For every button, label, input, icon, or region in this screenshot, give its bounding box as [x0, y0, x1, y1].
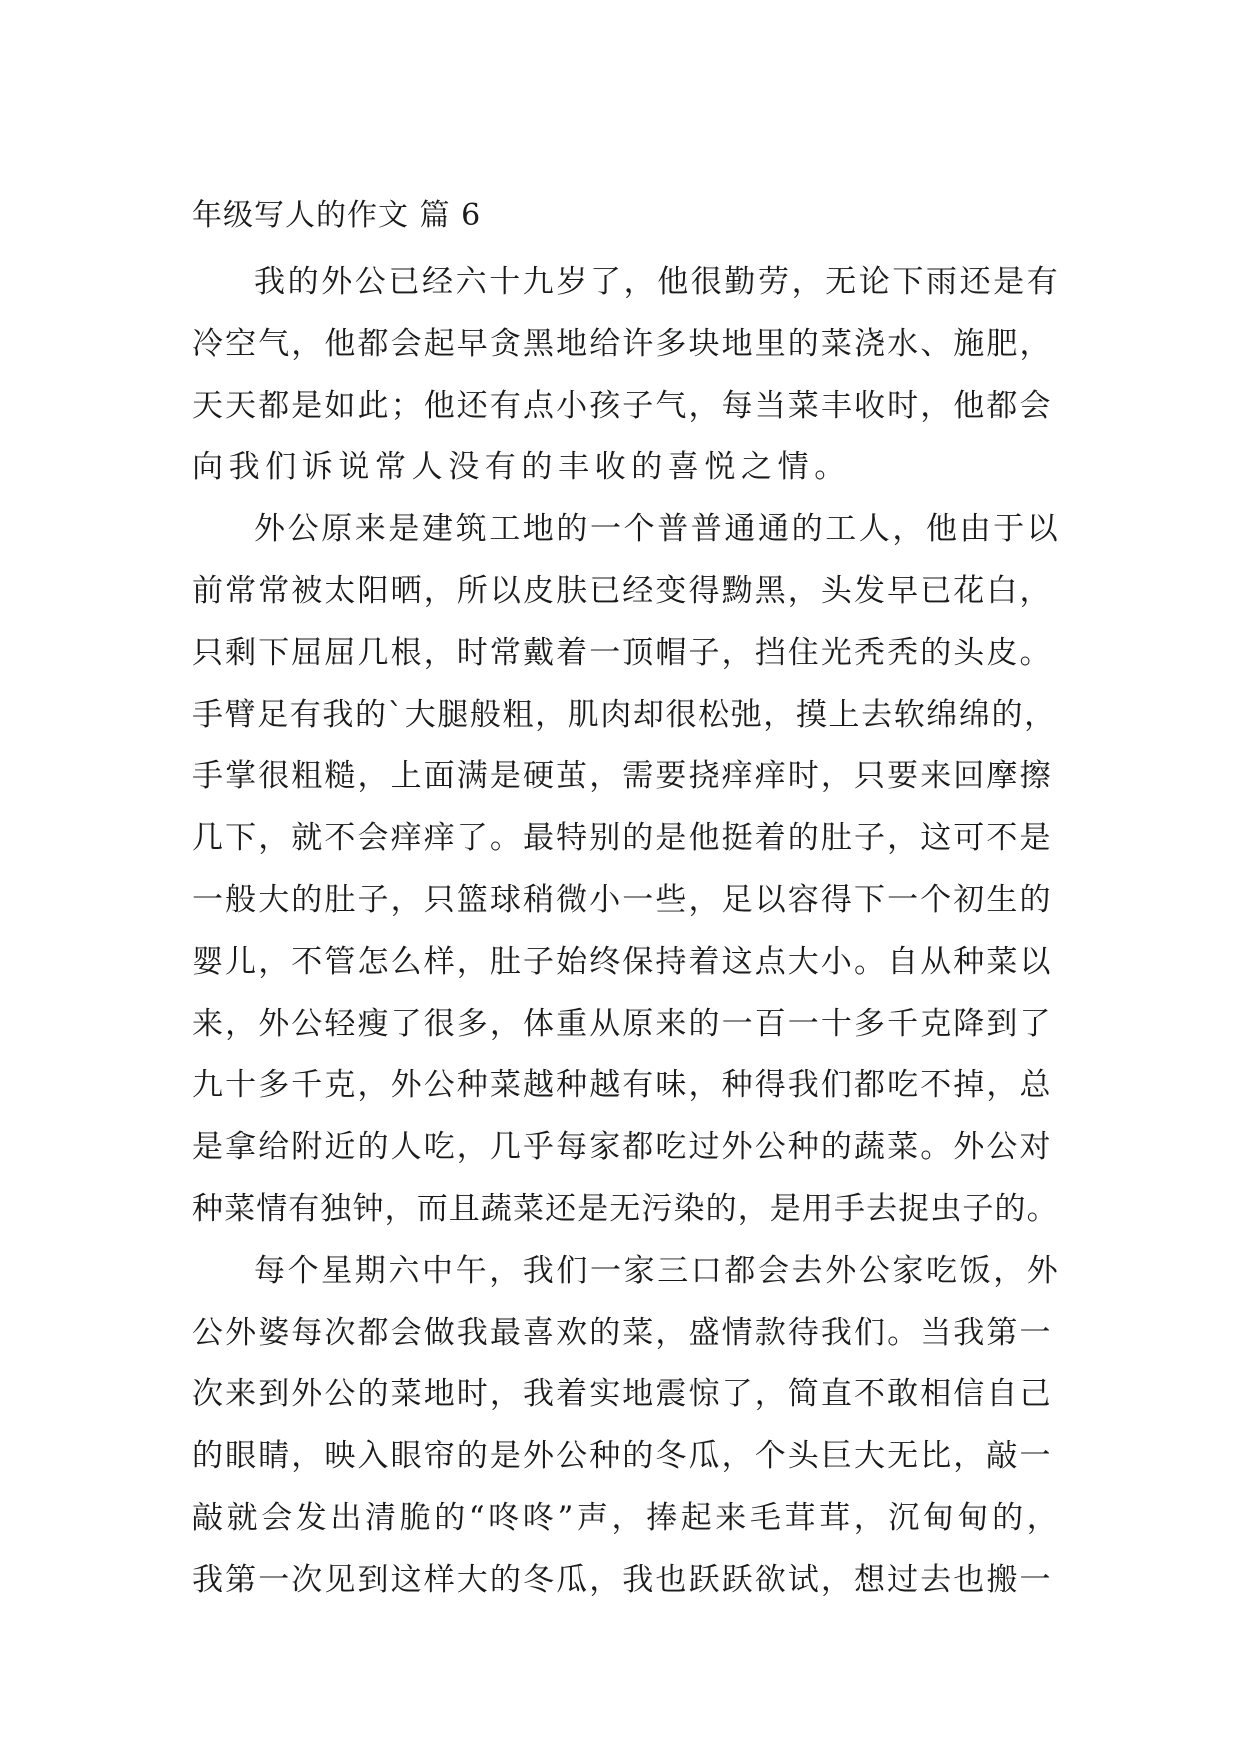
text-line: 外公原来是建筑工地的一个普普通通的工人，他由于以 — [254, 511, 1061, 548]
text-line: 是拿给附近的人吃，几乎每家都吃过外公种的蔬菜。外公对 — [192, 1129, 1053, 1166]
text-line: 我的外公已经六十九岁了，他很勤劳，无论下雨还是有 — [254, 264, 1061, 300]
text-line: 婴儿，不管怎么样，肚子始终保持着这点大小。自从种菜以 — [192, 943, 1053, 980]
text-line: 向我们诉说常人没有的丰收的喜悦之情。 — [192, 449, 851, 486]
text-line: 手掌很粗糙，上面满是硬茧，需要挠痒痒时，只要来回摩擦 — [192, 758, 1053, 795]
text-line: 几下，就不会痒痒了。最特别的是他挺着的肚子，这可不是 — [192, 820, 1053, 857]
text-line: 冷空气，他都会起早贪黑地给许多块地里的菜浇水、施肥， — [192, 325, 1053, 362]
document-title: 年级写人的作文 篇 6 — [192, 198, 482, 233]
text-line: 手臂足有我的`大腿般粗，肌肉却很松弛，摸上去软绵绵的， — [192, 696, 1057, 733]
text-line: 我第一次见到这样大的冬瓜，我也跃跃欲试，想过去也搬一 — [192, 1561, 1053, 1598]
text-line: 种菜情有独钟，而且蔬菜还是无污染的，是用手去捉虫子的。 — [192, 1190, 1059, 1227]
text-line: 九十多千克，外公种菜越种越有味，种得我们都吃不掉，总 — [192, 1067, 1053, 1104]
document-body — [192, 252, 1062, 1612]
text-line: 来，外公轻瘦了很多，体重从原来的一百一十多千克降到了 — [192, 1005, 1053, 1042]
text-line: 次来到外公的菜地时，我着实地震惊了，简直不敢相信自己 — [192, 1376, 1053, 1413]
text-line: 一般大的肚子，只篮球稍微小一些，足以容得下一个初生的 — [192, 881, 1053, 918]
text-line: 的眼睛，映入眼帘的是外公种的冬瓜，个头巨大无比，敲一 — [192, 1438, 1053, 1475]
text-line: 只剩下屈屈几根，时常戴着一顶帽子，挡住光秃秃的头皮。 — [192, 634, 1053, 671]
text-line: 公外婆每次都会做我最喜欢的菜，盛情款待我们。当我第一 — [192, 1314, 1053, 1351]
text-line: 敲就会发出清脆的“咚咚”声，捧起来毛茸茸，沉甸甸的， — [192, 1499, 1062, 1536]
text-line: 前常常被太阳晒，所以皮肤已经变得黝黑，头发早已花白， — [192, 572, 1053, 609]
text-line: 每个星期六中午，我们一家三口都会去外公家吃饭，外 — [254, 1252, 1061, 1289]
text-line: 天天都是如此；他还有点小孩子气，每当菜丰收时，他都会 — [192, 387, 1053, 424]
